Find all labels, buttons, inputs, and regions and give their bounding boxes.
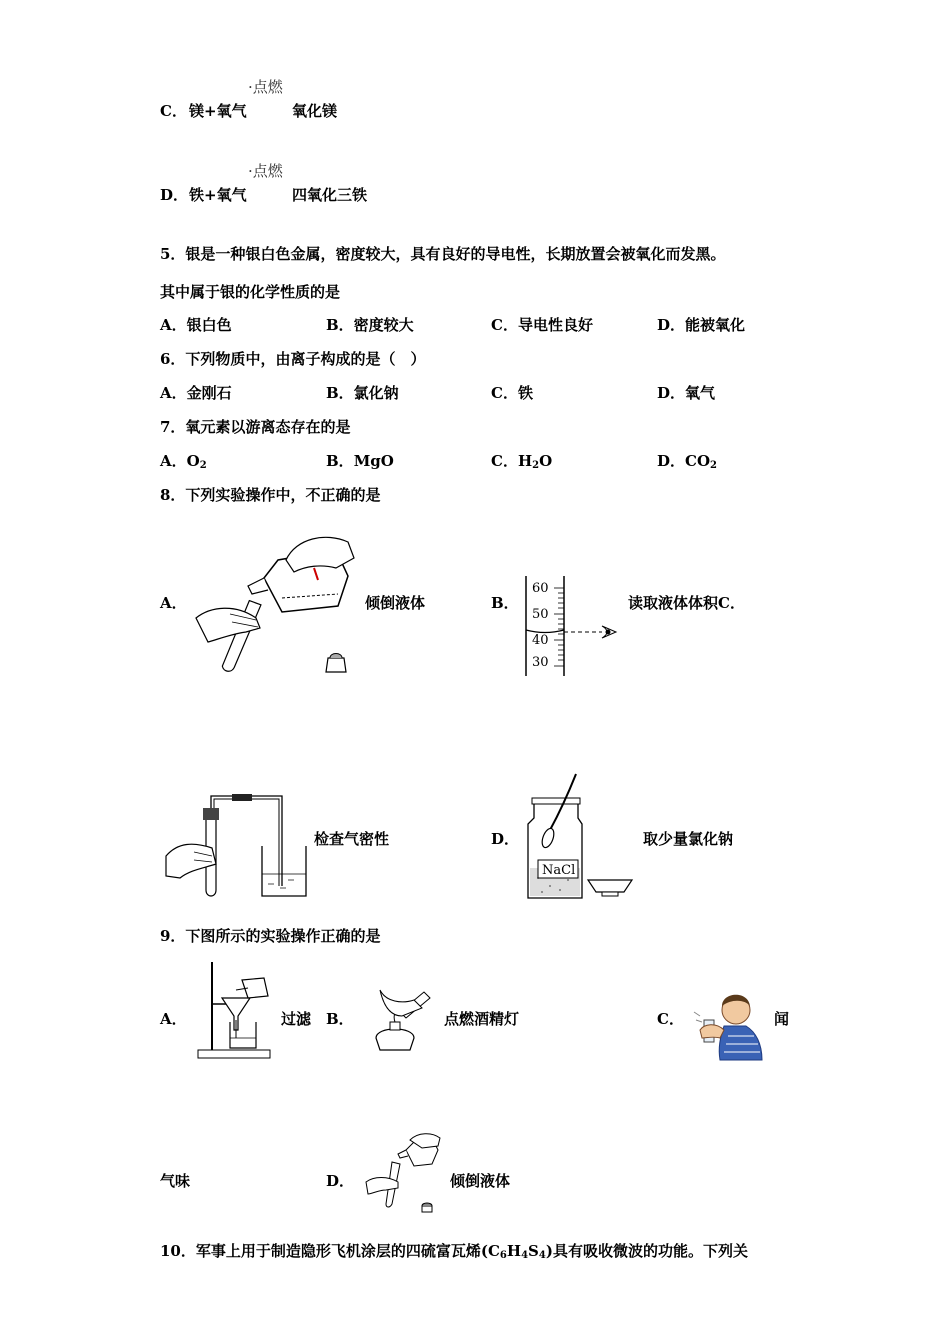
q6-option-d: D．氧气 (657, 384, 716, 402)
q5-option-a: A．银白色 (160, 316, 232, 334)
q8-stem: 8．下列实验操作中，不正确的是 (160, 486, 381, 504)
reaction-c-condition: ·点燃 (248, 78, 283, 96)
q6-stem: 6．下列物质中，由离子构成的是（ ） (160, 350, 426, 368)
q10-stem: 10．军事上用于制造隐形飞机涂层的四硫富瓦烯$(C_6H_4S_4)$具有吸收微波的功能。下列关 (160, 1242, 748, 1261)
q9-a-label: A． (160, 1010, 187, 1028)
q7-option-d: D．$CO_2$ (657, 452, 717, 471)
pouring-liquid-small-figure (362, 1132, 442, 1214)
q8-b-caption: 读取液体体积C． (628, 594, 745, 612)
q6-option-a: A．金刚石 (160, 384, 232, 402)
nacl-bottle-figure (520, 768, 640, 902)
q5-option-d: D．能被氧化 (657, 316, 746, 334)
alcohol-lamp-figure (366, 986, 438, 1056)
q9-c-caption-part1: 闻 (774, 1010, 790, 1028)
smelling-figure (690, 986, 764, 1062)
q5-option-b: B．密度较大 (326, 316, 414, 334)
reaction-d-label: D． (160, 186, 189, 204)
q9-stem: 9．下图所示的实验操作正确的是 (160, 927, 381, 945)
q5-stem-line2: 其中属于银的化学性质的是 (160, 283, 341, 301)
q8-a-label: A． (160, 594, 187, 612)
cylinder-tick-60: 60 (532, 581, 549, 596)
q7-option-b: B．MgO (326, 452, 394, 470)
q9-b-caption: 点燃酒精灯 (444, 1010, 520, 1028)
airtightness-check-figure (160, 790, 310, 902)
reaction-c-arrow (250, 100, 290, 108)
reaction-d-condition: ·点燃 (248, 162, 283, 180)
reaction-d-reactants: 铁+氧气 (189, 186, 247, 204)
reaction-c-reactants: 镁+氧气 (189, 102, 247, 120)
q8-c-caption: 检查气密性 (314, 830, 390, 848)
q8-d-label: D． (491, 830, 520, 848)
cylinder-tick-50: 50 (532, 607, 549, 622)
q8-a-caption: 倾倒液体 (365, 594, 426, 612)
q7-option-a: A．$O_2$ (160, 452, 207, 471)
cylinder-tick-40: 40 (532, 633, 549, 648)
q9-a-caption: 过滤 (281, 1010, 312, 1028)
graduated-cylinder-figure (520, 572, 625, 678)
q5-option-c: C．导电性良好 (491, 316, 593, 334)
nacl-bottle-label: NaCl (542, 863, 576, 878)
reaction-c-product: 氧化镁 (292, 102, 338, 120)
reaction-c-label: C． (160, 102, 187, 120)
q8-b-label: B． (491, 594, 519, 612)
q9-b-label: B． (326, 1010, 354, 1028)
q5-stem-line1: 5．银是一种银白色金属，密度较大，具有良好的导电性，长期放置会被氧化而发黑。 (160, 245, 726, 263)
reaction-d-product: 四氧化三铁 (292, 186, 368, 204)
q7-stem: 7．氧元素以游离态存在的是 (160, 418, 351, 436)
q9-d-caption: 倾倒液体 (450, 1172, 511, 1190)
pouring-liquid-figure (186, 528, 361, 678)
q9-c-caption-part2: 气味 (160, 1172, 191, 1190)
filtration-figure (192, 958, 274, 1060)
cylinder-tick-30: 30 (532, 655, 549, 670)
q8-d-caption: 取少量氯化钠 (643, 830, 734, 848)
q9-c-label: C． (657, 1010, 684, 1028)
q7-option-c: C．$H_2O$ (491, 452, 553, 471)
q9-d-label: D． (326, 1172, 355, 1190)
q6-option-b: B．氯化钠 (326, 384, 399, 402)
q6-option-c: C．铁 (491, 384, 533, 402)
